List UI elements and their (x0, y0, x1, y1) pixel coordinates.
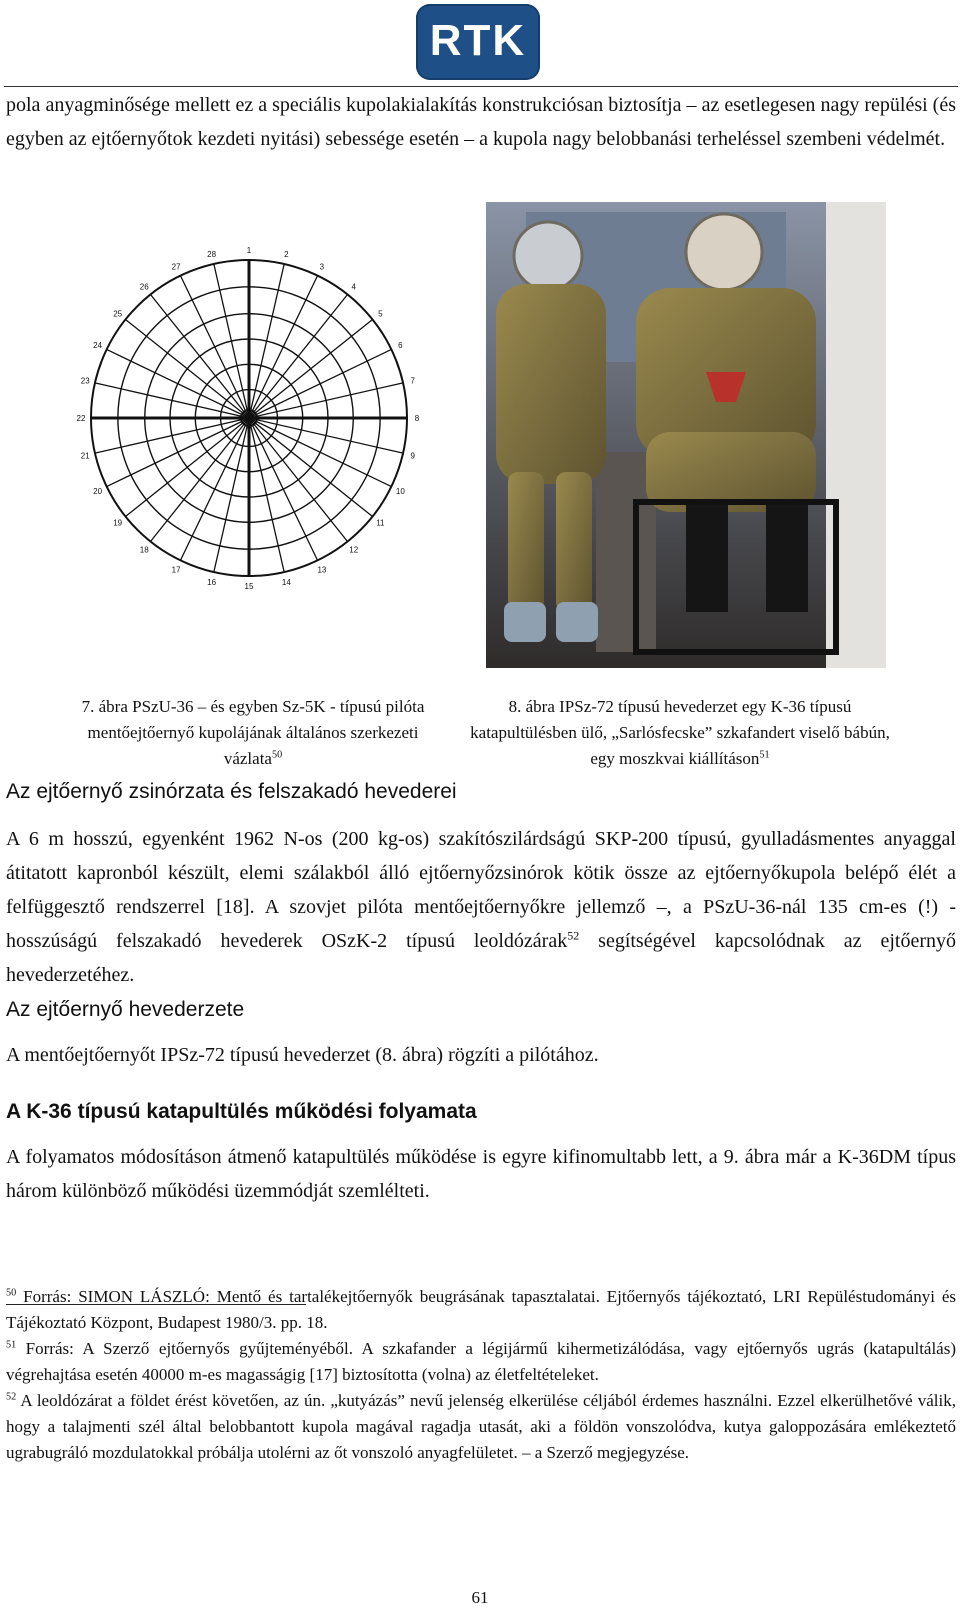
gore-number: 22 (76, 414, 86, 423)
gore-number: 11 (376, 518, 385, 528)
gore-number: 5 (378, 309, 383, 319)
gore-number: 12 (349, 545, 359, 555)
footnote-52 (6, 1388, 956, 1466)
gore-number: 19 (113, 518, 123, 528)
gore-number: 21 (80, 451, 90, 461)
canopy-gore-line (249, 418, 391, 487)
gore-number: 2 (284, 250, 289, 260)
footnote-number: 51 (6, 1339, 17, 1351)
page-number: 61 (471, 1588, 489, 1607)
gore-number: 13 (317, 565, 327, 575)
canopy-gore-line (180, 276, 249, 418)
right-helmet (686, 214, 762, 290)
footnote-text: A leoldózárat a földet érést követően, az ún. „kutyázás” nevű jelenség elkerülése céljából érdemes használni. Ezzel elkerülhetővé válik, hogy a talajmenti szél által belobbantott kupola magával ragadja utasát, aki a földön vonszolódva, kutya galoppozására emlékeztető ugrabugráló mozdulatokkal próbálja utolérni az őt vonszoló anyagfelületet. – a Szerző megjegyzése. (6, 1391, 956, 1462)
gore-number: 10 (395, 486, 405, 496)
gore-number: 1 (246, 246, 252, 255)
section2-paragraph: A mentőejtőernyőt IPSz-72 típusú hevederzet (8. ábra) rögzíti a pilótához. (6, 1044, 599, 1066)
footnote-ref-51[interactable]: 51 (759, 749, 770, 761)
left-suit (496, 284, 606, 484)
gore-number: 9 (410, 451, 416, 461)
figure7-caption (58, 694, 448, 772)
gore-number: 27 (171, 262, 181, 272)
section3-paragraph: A folyamatos módosításon átmenő katapultülés működése is egyre kifinomultabb lett, a 9. ábra már a K-36DM típus három különböző működési üzemmódját szemlélteti. (6, 1146, 956, 1202)
gore-number: 20 (93, 486, 103, 496)
section-heading-hevederzet: Az ejtőernyő hevederzete (6, 998, 245, 1021)
gore-number: 17 (171, 565, 181, 575)
footnote-text: Forrás: A Szerző ejtőernyős gyűjteményéből. A szkafander a légijármű kihermetizálódása, vagy ejtőernyős ugrás (katapultálás) végrehajtása esetén 40000 m-es magasságig [17] biztosította (volna) az életfeltételeket. (6, 1339, 957, 1384)
section1-paragraph-a: A 6 m hosszú, egyenként 1962 N-os (200 kg-os) szakítószilárdságú SKP-200 típusú, gyulladásmentes anyaggal átitatott kapronból készült, elemi szálakból álló ejtőernyőzsinórok kötik össze az ejtőernyőkupola belépő élét a felfüggesztő rendszerrel [18]. A szovjet pilóta mentőejtőernyőkre jellemző –, a PSzU-36-nál 135 cm-es (!) - hosszúságú felszakadó hevederek OSzK-2 típusú leoldózárak (6, 828, 956, 952)
header-divider (4, 86, 958, 87)
section-heading-zsinorzat: Az ejtőernyő zsinórzata és felszakadó hevederei (6, 780, 457, 803)
canopy-gore-line (249, 418, 318, 560)
section-heading-katapultules: A K-36 típusú katapultülés működési folyamata (6, 1100, 477, 1123)
gore-number: 26 (139, 282, 149, 292)
intro-paragraph: pola anyagminősége mellett ez a speciális kupolakialakítás konstrukciósan biztosítja – az esetlegesen nagy repülési (és egyben az ejtőernyőtok kezdeti nyitási) sebessége esetén – a kupola nagy belobbanási terheléssel szembeni védelmét. (6, 94, 956, 150)
canopy-gore-line (107, 418, 249, 487)
canopy-gore-line (249, 349, 391, 418)
footnote-ref-52[interactable]: 52 (567, 928, 580, 943)
gore-number: 6 (398, 341, 403, 351)
ejection-seat-photo (486, 202, 886, 668)
figure7-caption-text: 7. ábra PSzU-36 – és egyben Sz-5K - típusú pilóta mentőejtőernyő kupolájának általános szerkezeti vázlata (81, 697, 425, 768)
gore-number: 24 (93, 341, 103, 351)
gore-number: 14 (281, 577, 291, 587)
section1-paragraph (6, 822, 956, 992)
gore-number: 23 (80, 376, 90, 386)
logo-text: RTK (429, 16, 527, 65)
canopy-schematic-figure (74, 246, 424, 596)
canopy-gore-line (107, 349, 249, 418)
gore-number: 15 (244, 582, 254, 591)
gore-number: 28 (207, 250, 217, 260)
canopy-gore-line (180, 418, 249, 560)
gore-number: 8 (414, 414, 420, 423)
section1-paragraph-b: segítségével kapcsolódnak az ejtőernyő hevederzetéhez. (6, 930, 956, 986)
canopy-gore-line (249, 276, 318, 418)
gore-number: 16 (207, 577, 217, 587)
footnote-50 (6, 1284, 956, 1336)
footnote-51 (6, 1336, 956, 1388)
gore-number: 3 (319, 262, 325, 272)
footnote-number: 52 (6, 1391, 17, 1403)
figure8-caption (470, 694, 890, 772)
footnote-ref-50[interactable]: 50 (271, 749, 283, 761)
footnote-number: 50 (6, 1287, 17, 1299)
gore-number: 4 (351, 282, 356, 292)
gore-number: 18 (139, 545, 149, 555)
rtk-logo (416, 4, 540, 80)
footnote-text: Forrás: SIMON LÁSZLÓ: Mentő és tartalékejtőernyők beugrásának tapasztalatai. Ejtőernyős tájékoztató, LRI Repüléstudományi és Tájékoztató Központ, Budapest 1980/3. pp. 18. (6, 1287, 957, 1332)
gore-number: 25 (113, 309, 123, 319)
figure8-caption-text: 8. ábra IPSz-72 típusú hevederzet egy K-36 típusú katapultülésben ülő, „Sarlósfecske” szkafandert viselő bábún, egy moszkvai kiállításon (470, 697, 890, 768)
left-helmet (514, 222, 582, 290)
gore-number: 7 (410, 376, 416, 386)
